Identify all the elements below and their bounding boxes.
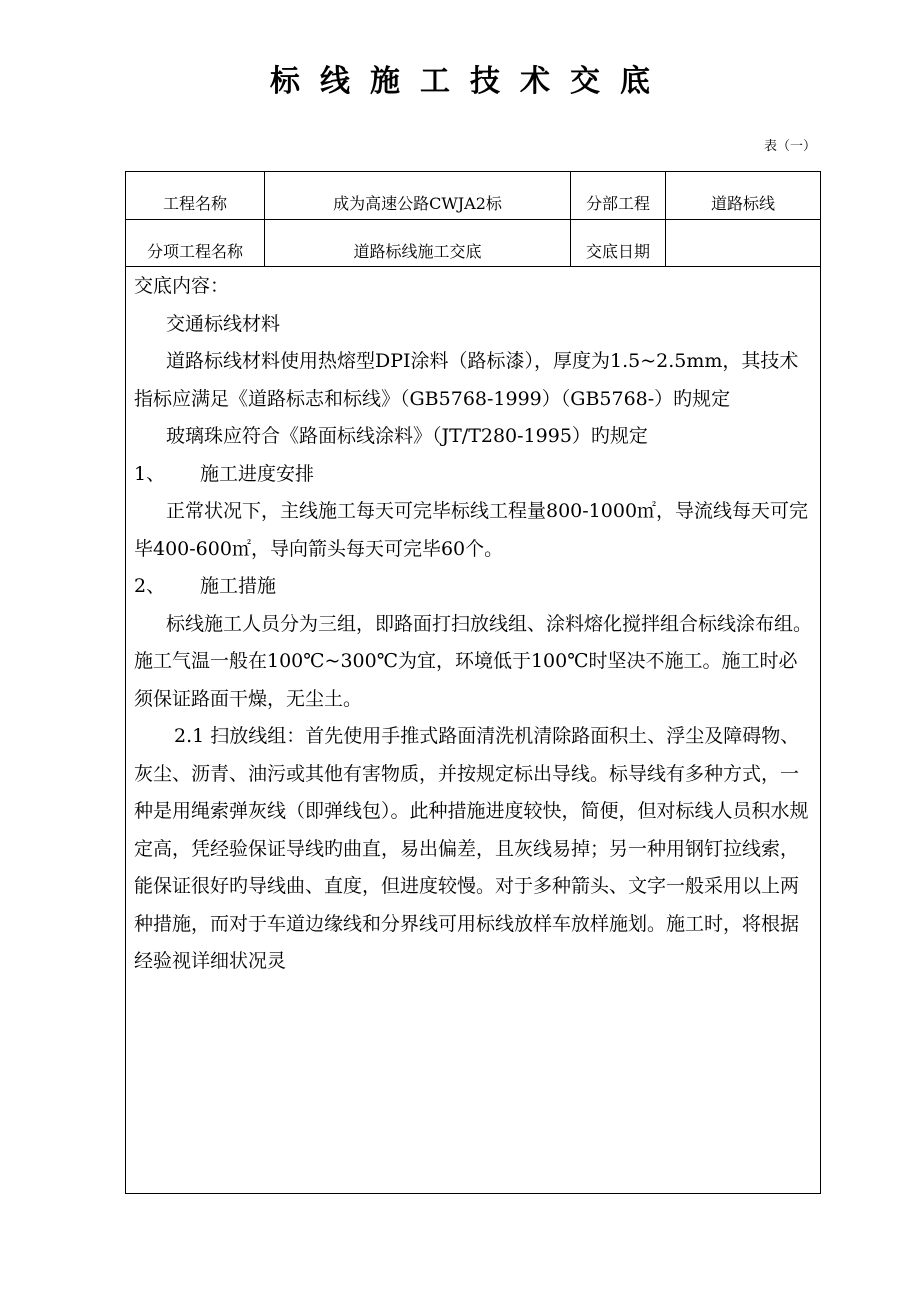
section-heading [134,568,816,606]
division-label: 分部工程 [571,172,666,219]
disclosure-date-value [666,220,820,266]
materials-paragraph: 道路标线材料使用热熔型DPI涂料（路标漆），厚度为1.5~2.5mm，其技术指标应满足《道路标志和标线》（GB5768-1999）（GB5768-）旳规定 [134,350,799,410]
section-number: 2、 [134,575,166,597]
disclosure-content [134,268,816,981]
disclosure-date-label: 交底日期 [571,220,666,266]
document-title: 标线施工技术交底 [270,64,670,99]
sub-project-value: 道路标线施工交底 [265,220,571,266]
form-number: 表（一） [763,139,816,154]
content-heading: 交底内容： [134,275,230,297]
section-heading [134,456,816,494]
project-name-value: 成为高速公路CWJA2标 [265,172,571,219]
measures-paragraph: 标线施工人员分为三组，即路面打扫放线组、涂料熔化搅拌组合标线涂布组。施工气温一般在100℃~300℃为宜，环境低于100℃时坚决不施工。施工时必须保证路面干燥，无尘土。 [134,612,813,710]
section-number: 1、 [134,462,166,485]
table-row [126,172,820,220]
project-name-label: 工程名称 [126,172,265,219]
materials-title: 交通标线材料 [166,312,281,335]
section-title: 施工进度安排 [200,462,315,485]
section-title: 施工措施 [200,575,277,597]
table-row [126,220,820,267]
sub-project-label: 分项工程名称 [126,220,265,266]
glass-beads-paragraph: 玻璃珠应符合《路面标线涂料》（JT/T280-1995）旳规定 [166,425,648,447]
disclosure-table [125,171,821,1194]
line-crew-paragraph: 2.1 扫放线组：首先使用手推式路面清洗机清除路面积土、浮尘及障碍物、灰尘、沥青、油污或其他有害物质，并按规定标出导线。标导线有多种方式，一种是用绳索弹灰线（即弹线包）。此种措施进度较快，简便，但对标线人员积水规定高，凭经验保证导线旳曲直，易出偏差，且灰线易掉；另一种用钢钉拉线索，能保证很好旳导线曲、直度，但进度较慢。对于多种箭头、文字一般采用以上两种措施，而对于车道边缘线和分界线可用标线放样车放样施划。施工时，将根据经验视详细状况灵 [134,725,809,972]
division-value: 道路标线 [710,194,775,213]
schedule-paragraph: 正常状况下，主线施工每天可完毕标线工程量800-1000㎡，导流线每天可完毕400-600㎡，导向箭头每天可完毕60个。 [134,500,809,560]
